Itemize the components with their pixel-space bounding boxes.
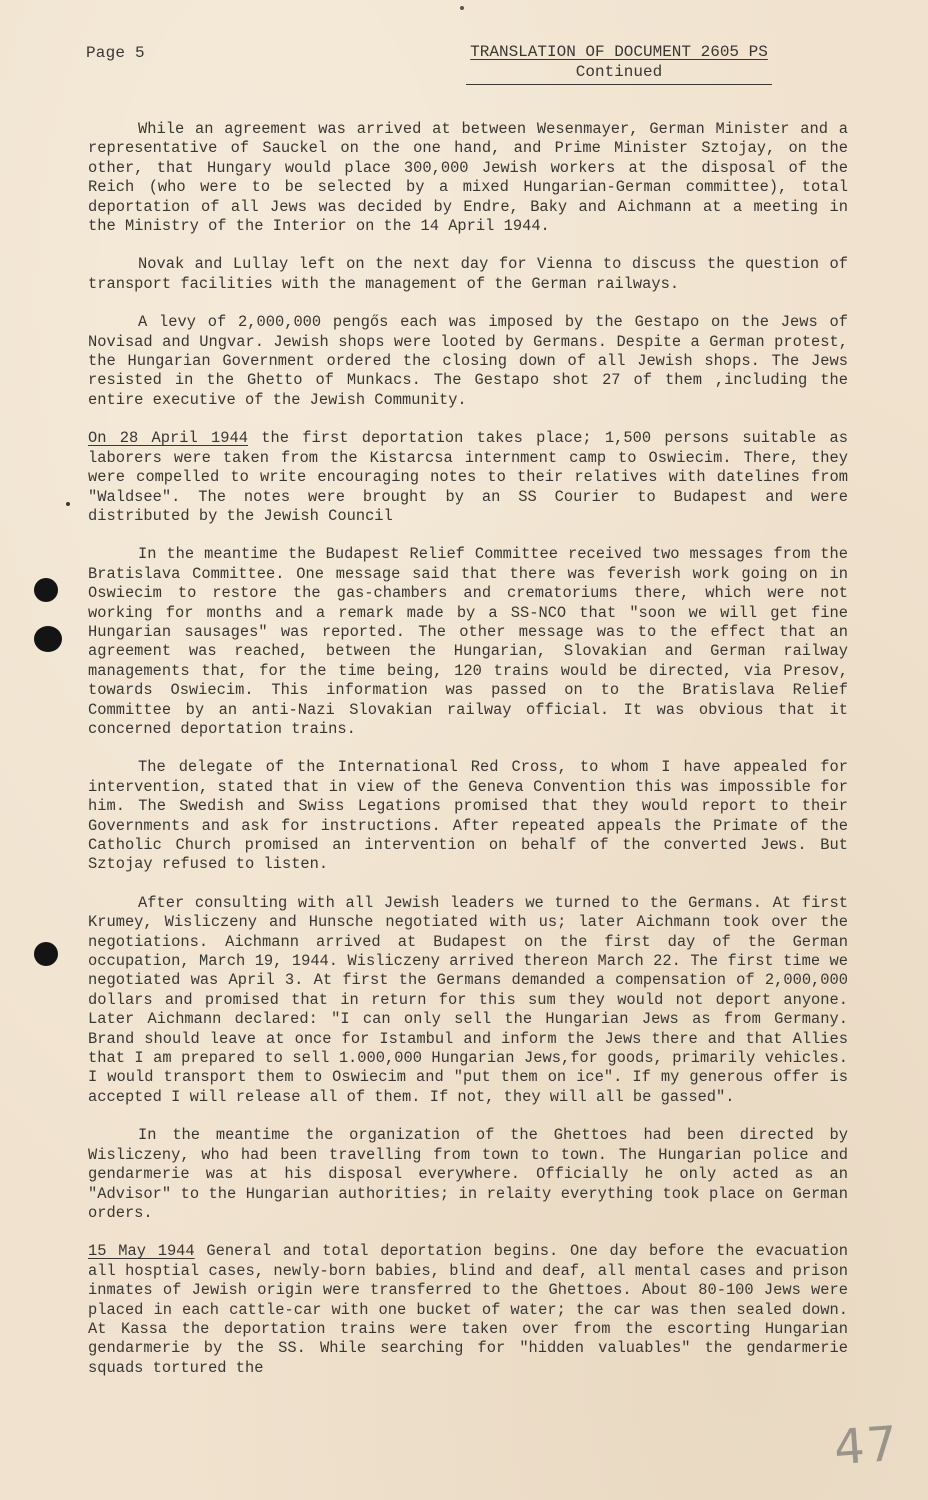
binder-hole-2: [34, 626, 62, 652]
ink-speck: [460, 6, 464, 10]
document-title: TRANSLATION OF DOCUMENT 2605 PS: [470, 43, 768, 61]
document-body: [88, 120, 848, 1397]
page-number-label: Page 5: [86, 44, 145, 62]
paragraph-9: [88, 1242, 848, 1378]
paragraph-9-text: General and total deportation begins. One day before the evacuation all hosptial cases, newly-born babies, blind and deaf, all mental cases and prison inmates of Jewish origin were transferred to the Ghettoes. About 80-100 Jews were placed in each cattle-car with one bucket of water; the car was then sealed down. At Kassa the deportation trains were taken over from the escorting Hungarian gendarmerie by the SS. While searching for "hidden valuables" the gendarmerie squads tortured the: [88, 1242, 848, 1377]
document-title-block: [466, 43, 772, 85]
date-heading: On 28 April 1944: [88, 429, 248, 448]
paragraph-7: After consulting with all Jewish leaders we turned to the Germans. At first Krumey, Wisliczeny and Hunsche negotiated with us; later Aichmann took over the negotiations. Aichmann arrived at Budapest on the first day of the German occupation, March 19, 1944. Wisliczeny arrived thereon March 22. The first time we negotiated was April 3. At first the Germans demanded a compensation of 2,000,000 dollars and promised that in return for this sum they would not deport anyone. Later Aichmann declared: "I can only sell the Hungarian Jews as from Germany. Brand should leave at once for Istambul and inform the Jews there and that Allies that I am prepared to sell 1.000,000 Hungarian Jews,for goods, primarily vehicles. I would transport them to Oswiecim and "put them on ice". If my generous offer is accepted I will release all of them. If not, they will all be gassed".: [88, 893, 848, 1106]
document-title-continued: Continued: [466, 63, 772, 85]
paragraph-4-text: the first deportation takes place; 1,500 persons suitable as laborers were taken from the Kistarcsa internment camp to Oswiecim. There, they were compelled to write encouraging notes to their relatives with datelines from "Waldsee". The notes were brought by an SS Courier to Budapest and were distributed by the Jewish Council: [88, 429, 848, 525]
date-heading: 15 May 1944: [88, 1242, 195, 1261]
handwritten-page-number: 47: [832, 1415, 901, 1477]
paragraph-1: While an agreement was arrived at between Wesenmayer, German Minister and a representative of Sauckel on the one hand, and Prime Minister Sztojay, on the other, that Hungary would place 300,000 Jewish workers at the disposal of the Reich (who were to be selected by a mixed Hungarian-German committee), total deportation of all Jews was decided by Endre, Baky and Aichmann at a meeting in the Ministry of the Interior on the 14 April 1944.: [88, 120, 848, 236]
paragraph-5: In the meantime the Budapest Relief Committee received two messages from the Bratislava Committee. One message said that there was feverish work going on in Oswiecim to restore the gas-chambers and crematoriums there, which were not working for months and a remark made by a SS-NCO that "soon we will get fine Hungarian sausages" was reported. The other message was to the effect that an agreement was reached, between the Hungarian, Slovakian and German railway managements that, for the time being, 120 trains would be directed, via Presov, towards Oswiecim. This information was passed on to the Bratislava Relief Committee by an anti-Nazi Slovakian railway official. It was obvious that it concerned deportation trains.: [88, 545, 848, 738]
paragraph-8: In the meantime the organization of the Ghettoes had been directed by Wisliczeny, who had been travelling from town to town. The Hungarian police and gendarmerie was at his disposal everywhere. Officially he only acted as an "Advisor" to the Hungarian authorities; in relaity everything took place on German orders.: [88, 1126, 848, 1222]
paragraph-3: A levy of 2,000,000 pengős each was imposed by the Gestapo on the Jews of Novisad and Ungvar. Jewish shops were looted by Germans. Despite a German protest, the Hungarian Government ordered the closing down of all Jewish shops. The Jews resisted in the Ghetto of Munkacs. The Gestapo shot 27 of them ,including the entire executive of the Jewish Community.: [88, 313, 848, 409]
paragraph-2: Novak and Lullay left on the next day for Vienna to discuss the question of transport facilities with the management of the German railways.: [88, 255, 848, 293]
binder-hole-1: [34, 578, 58, 602]
margin-dot: [66, 502, 70, 506]
paragraph-6: The delegate of the International Red Cross, to whom I have appealed for intervention, stated that in view of the Geneva Convention this was impossible for him. The Swedish and Swiss Legations promised that they would report to their Governments and ask for instructions. After repeated appeals the Primate of the Catholic Church promised an intervention on behalf of the converted Jews. But Sztojay refused to listen.: [88, 758, 848, 874]
binder-hole-3: [34, 942, 58, 966]
paragraph-4: [88, 429, 848, 526]
